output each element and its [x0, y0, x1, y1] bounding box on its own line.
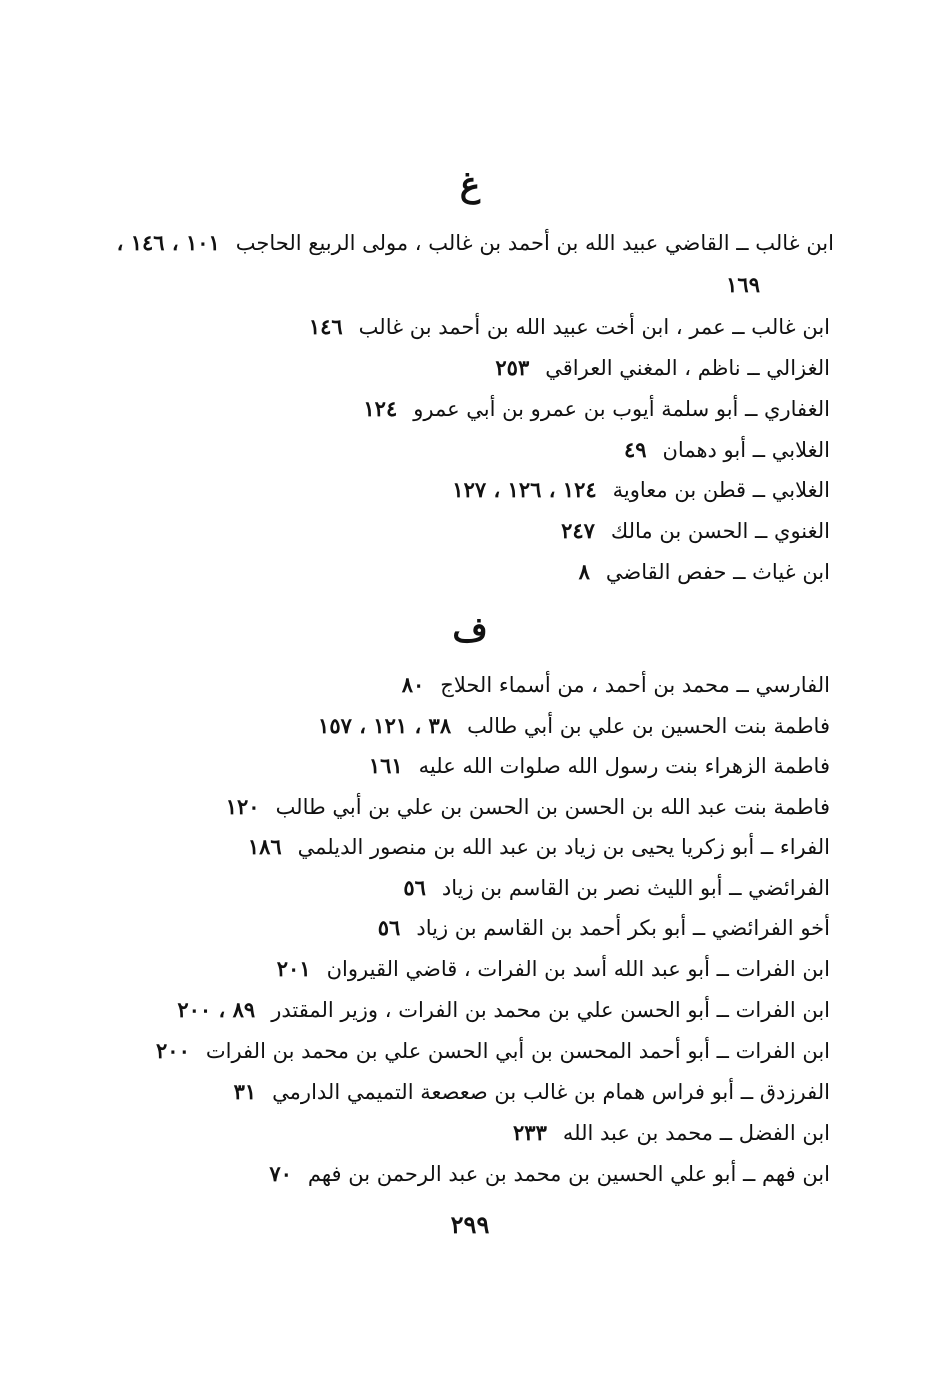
entry-name: الفراء ــ أبو زكريا يحيى بن زياد بن عبد الله بن منصور الديلمي: [297, 835, 830, 859]
entry-name: الفرائضي ــ أبو الليث نصر بن القاسم بن زياد: [441, 876, 830, 900]
index-entry: [495, 353, 830, 383]
entry-pages: ٥٦: [403, 875, 426, 900]
index-entry: [624, 435, 830, 465]
entry-pages: ٤٩: [623, 437, 647, 462]
entry-pages: ٧٠: [269, 1161, 292, 1186]
entry-name: فاطمة بنت الحسين بن علي بن أبي طالب: [467, 714, 830, 738]
entry-pages: ١٤٦: [308, 314, 343, 339]
entry-pages: ١٢٤ ، ١٢٦ ، ١٢٧: [452, 477, 597, 502]
entry-pages: ٨٩ ، ٢٠٠: [177, 997, 256, 1022]
entry-pages: ٢٠١: [276, 956, 311, 981]
index-entry: [402, 670, 830, 700]
entry-pages: ١٨٦: [247, 834, 282, 859]
entry-pages: ٨: [578, 559, 590, 584]
entry-name: ابن الفضل ــ محمد بن عبد الله: [562, 1121, 830, 1145]
entry-name: أخو الفرائضي ــ أبو بكر أحمد بن القاسم بن زياد: [416, 916, 830, 940]
index-entry: [369, 751, 830, 781]
entry-pages: ٥٦: [377, 915, 401, 940]
section-heading-fa: ف: [452, 610, 488, 650]
entry-pages: ٣٨ ، ١٢١ ، ١٥٧: [318, 713, 452, 738]
index-entry: [156, 1036, 830, 1066]
entry-name: الغلابي ــ أبو دهمان: [662, 438, 830, 462]
page-number: ٢٩٩: [450, 1210, 490, 1239]
entry-name: ابن فهم ــ أبو علي الحسين بن محمد بن عبد الرحمن بن فهم: [307, 1162, 830, 1186]
entry-pages: ٢٠٠: [156, 1038, 190, 1063]
entry-name: فاطمة الزهراء بنت رسول الله صلوات الله عليه: [418, 754, 830, 778]
entry-pages: ٨٠: [401, 672, 425, 697]
entry-name: فاطمة بنت عبد الله بن الحسن بن الحسن بن علي بن أبي طالب: [275, 795, 830, 819]
section-heading-ghayn: غ: [459, 165, 481, 205]
index-entry: [452, 475, 830, 505]
index-entry: [177, 995, 830, 1025]
entry-name: الغلابي ــ قطن بن معاوية: [612, 478, 830, 502]
entry-pages: ١٠١ ، ١٤٦ ،: [116, 230, 220, 255]
entry-pages: ١٢٠: [225, 794, 260, 819]
index-entry: [269, 1159, 830, 1189]
entry-pages: ٢٥٣: [495, 355, 530, 380]
entry-pages: ١٢٤: [363, 396, 398, 421]
entry-name: الفرزدق ــ أبو فراس همام بن غالب بن صعصعة التميمي الدارمي: [272, 1080, 830, 1104]
entry-name: ابن الفرات ــ أبو الحسن علي بن محمد بن الفرات ، وزير المقتدر: [271, 998, 830, 1022]
index-entry: [318, 711, 830, 741]
entry-name: الغنوي ــ الحسن بن مالك: [610, 519, 830, 543]
index-entry: [117, 228, 834, 258]
index-entry-continuation: [726, 270, 760, 300]
entry-pages: ٢٤٧: [561, 518, 595, 543]
index-entry: [363, 394, 830, 424]
entry-pages: ١٦١: [368, 753, 403, 778]
entry-pages-continued: ١٦٩: [726, 272, 760, 297]
index-entry: [248, 832, 830, 862]
index-entry: [513, 1118, 830, 1148]
entry-pages: ٢٣٣: [513, 1120, 547, 1145]
entry-name: ابن غالب ــ عمر ، ابن أخت عبيد الله بن أحمد بن غالب: [358, 315, 830, 339]
entry-name: الغفاري ــ أبو سلمة أيوب بن عمرو بن أبي عمرو: [413, 397, 830, 421]
entry-name: الغزالي ــ ناظم ، المغني العراقي: [545, 356, 830, 380]
index-entry: [277, 954, 830, 984]
entry-name: الفارسي ــ محمد بن أحمد ، من أسماء الحلاج: [440, 673, 830, 697]
index-entry: [579, 557, 830, 587]
entry-name: ابن غياث ــ حفص القاضي: [605, 560, 830, 584]
entry-name: ابن الفرات ــ أبو أحمد المحسن بن أبي الحسن علي بن محمد بن الفرات: [205, 1039, 830, 1063]
index-entry: [403, 873, 830, 903]
entry-name: ابن الفرات ــ أبو عبد الله أسد بن الفرات ، قاضي القيروان: [326, 957, 830, 981]
index-entry: [378, 913, 830, 943]
index-entry: [561, 516, 830, 546]
index-entry: [234, 1077, 830, 1107]
index-entry: [226, 792, 830, 822]
index-entry: [309, 312, 830, 342]
entry-pages: ٣١: [233, 1079, 257, 1104]
entry-name: ابن غالب ــ القاضي عبيد الله بن أحمد بن غالب ، مولى الربيع الحاجب: [235, 231, 834, 255]
